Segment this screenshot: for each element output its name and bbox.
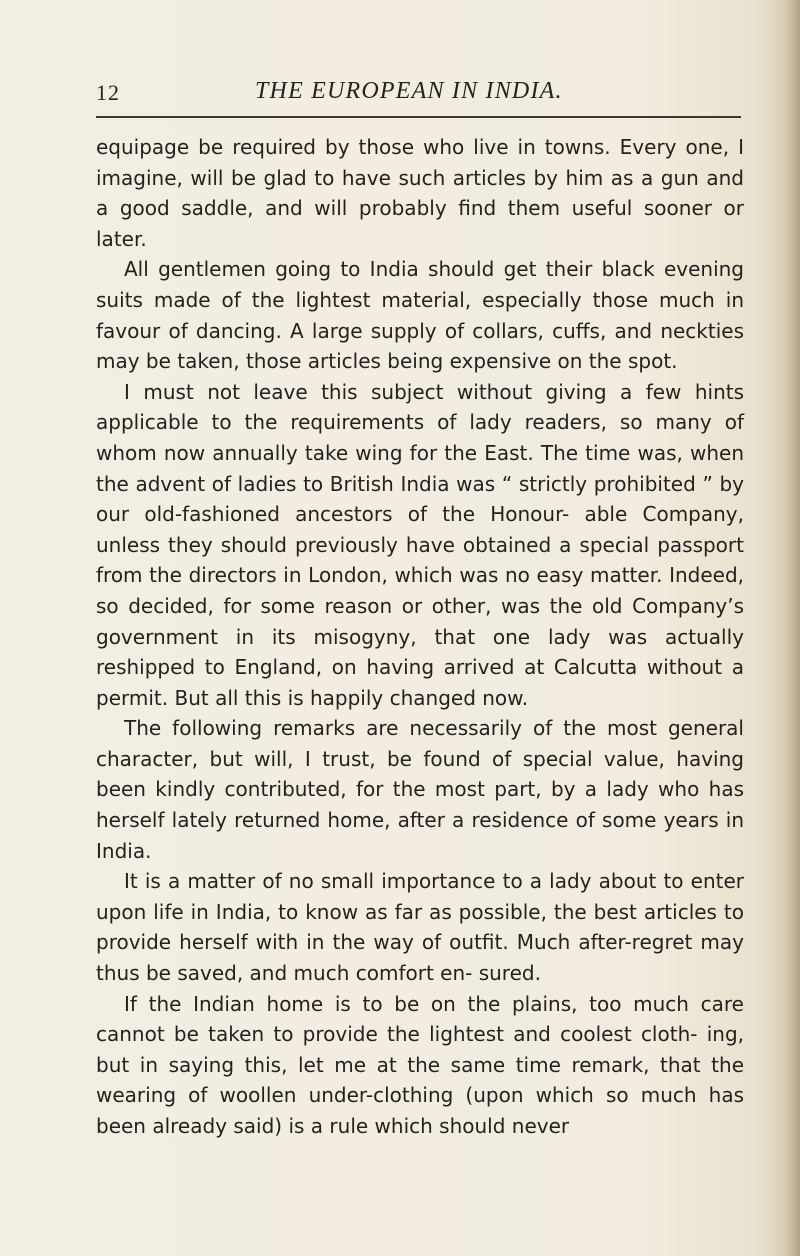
page-edge-shadow	[782, 0, 800, 1256]
paragraph-1: equipage be required by those who live in towns. Every one, I imagine, will be glad to have such articles by him as a gun and a good saddle, and will probably find them useful sooner or later.	[96, 135, 744, 251]
paragraph-4: The following remarks are necessarily of the most general character, but will, I trust, be found of special value, having been kindly contributed, for the most part, by a lady who has herself lately returned home, after a residence of some years in India.	[96, 716, 744, 863]
header-rule	[96, 116, 741, 118]
running-title: THE EUROPEAN IN INDIA.	[255, 78, 563, 104]
paragraph-5: It is a matter of no small importance to a lady about to enter upon life in India, to know as far as possible, the best articles to provide herself with in the way of outfit. Much after-regret may thus be saved, and much comfort en- sured.	[96, 869, 744, 986]
paragraph-6: If the Indian home is to be on the plains, too much care cannot be taken to provide the lightest and coolest cloth- ing, but in saying this, let me at the same time remark, that the wearing of woollen under-clothing (upon which so much has been already said) is a rule which should never	[96, 991, 744, 1138]
body-text	[96, 132, 744, 1142]
paragraph-3: I must not leave this subject without giving a few hints applicable to the requirements of lady readers, so many of whom now annually take wing for the East. The time was, when the advent of ladies to British India was “ strictly prohibited ” by our old-fashioned ancestors of the Honour- able Company, unless they should previously have obtained a special passport from the directors in London, which was no easy matter. Indeed, so decided, for some reason or other, was the old Company’s government in its misogyny, that one lady was actually reshipped to England, on having arrived at Calcutta without a permit. But all this is happily changed now.	[96, 379, 744, 710]
paragraph-2: All gentlemen going to India should get their black evening suits made of the lightest material, especially those much in favour of dancing. A large supply of collars, cuffs, and neckties may be taken, those articles being expensive on the spot.	[96, 257, 744, 374]
page-number: 12	[96, 80, 120, 105]
